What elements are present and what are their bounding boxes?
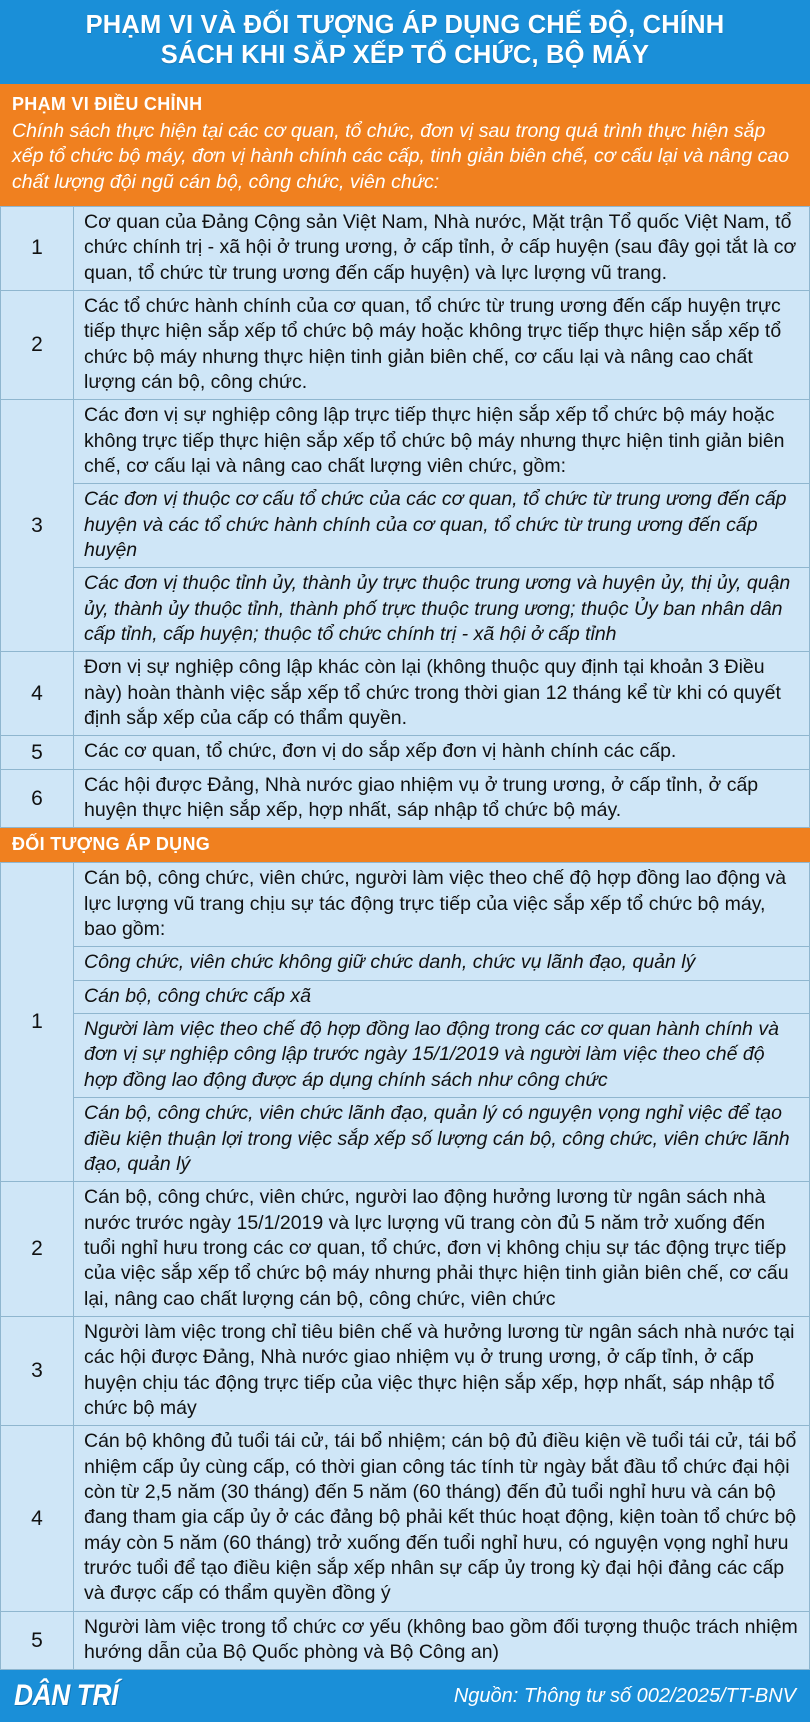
block-text: Cán bộ, công chức, viên chức lãnh đạo, quản lý có nguyện vọng nghỉ việc để tạo điều kiện thuận lợi trong việc sắp xếp số lượng cán bộ, công chức, viên chức lãnh đạo, quản lý xyxy=(84,1102,790,1175)
table-row xyxy=(1,736,810,769)
row-block-list xyxy=(74,400,809,651)
row-block xyxy=(74,736,809,768)
row-number: 2 xyxy=(1,1182,74,1317)
row-content xyxy=(74,652,810,736)
block-text: Các tổ chức hành chính của cơ quan, tổ chức từ trung ương đến cấp huyện trực tiếp thực hiện sắp xếp tổ chức bộ máy hoặc không trực tiếp thực hiện sắp xếp tổ chức bộ máy nhưng thực hiện tinh giản biên chế, cơ cấu lại và nâng cao chất lượng cán bộ, công chức. xyxy=(84,294,782,393)
page-footer xyxy=(0,1670,810,1722)
row-block-text xyxy=(74,1612,809,1670)
row-number: 2 xyxy=(1,290,74,399)
section-2-header xyxy=(0,828,810,862)
row-block xyxy=(74,1612,809,1670)
block-text: Các đơn vị sự nghiệp công lập trực tiếp thực hiện sắp xếp tổ chức bộ máy hoặc không trực tiếp thực hiện sắp xếp tổ chức bộ máy nhưng thực hiện tinh giản biên chế, cơ cấu lại và nâng cao chất lượng viên chức, gồm: xyxy=(84,404,785,477)
row-content xyxy=(74,1182,810,1317)
table-row xyxy=(1,400,810,652)
section-1-header xyxy=(0,84,810,206)
row-number: 4 xyxy=(1,1426,74,1611)
section-2-table-body xyxy=(1,863,810,1670)
table-row xyxy=(1,1426,810,1611)
row-number: 3 xyxy=(1,1316,74,1425)
section-2-title: ĐỐI TƯỢNG ÁP DỤNG xyxy=(12,834,211,855)
source-attribution: Nguồn: Thông tư số 002/2025/TT-BNV xyxy=(453,1684,796,1707)
page-title-line-2: SÁCH KHI SẮP XẾP TỔ CHỨC, BỘ MÁY xyxy=(160,41,650,70)
row-block xyxy=(74,484,809,568)
row-block xyxy=(74,568,809,652)
block-text: Cán bộ không đủ tuổi tái cử, tái bổ nhiệm; cán bộ đủ điều kiện về tuổi tái cử, tái bổ nhiệm cấp ủy cùng cấp, có thời gian công tác tính từ ngày bắt đầu tổ chức đại hội còn từ 2,5 năm (30 tháng) đến 5 năm (60 tháng) đến đủ tuổi nghỉ hưu và cán bộ đang tham gia cấp ủy ở các đảng bộ phải kết thúc hoạt động, kiện toàn tổ chức bộ máy còn 5 năm (60 tháng) trở xuống đến tuổi nghỉ hưu, có nguyện vọng nghỉ hưu trước tuổi để tạo điều kiện sắp xếp nhân sự cấp ủy trong kỳ đại hội đảng các cấp và được cấp có thẩm quyền đồng ý xyxy=(84,1430,797,1605)
row-block xyxy=(74,1014,809,1098)
block-text: Các hội được Đảng, Nhà nước giao nhiệm vụ ở trung ương, ở cấp tỉnh, ở cấp huyện thực hiện sắp xếp, hợp nhất, sáp nhập tổ chức bộ máy. xyxy=(84,773,759,822)
row-content xyxy=(74,769,810,828)
row-block-text-italic xyxy=(74,947,809,980)
table-row xyxy=(1,1316,810,1425)
row-content xyxy=(74,400,810,652)
section-1-title: PHẠM VI ĐIỀU CHỈNH xyxy=(12,94,203,115)
row-number: 1 xyxy=(1,206,74,290)
row-block-list xyxy=(74,1317,809,1425)
row-content xyxy=(74,1426,810,1611)
row-block xyxy=(74,652,809,735)
section-2-table xyxy=(0,862,810,1670)
section-1-table-body xyxy=(1,206,810,828)
row-block-text xyxy=(74,207,809,290)
row-number: 1 xyxy=(1,863,74,1182)
row-block xyxy=(74,291,809,399)
row-number: 5 xyxy=(1,1611,74,1670)
row-block-text-italic xyxy=(74,1014,809,1098)
row-block-text-italic xyxy=(74,980,809,1013)
row-content xyxy=(74,736,810,769)
row-block-list xyxy=(74,1182,809,1316)
table-row xyxy=(1,652,810,736)
row-block-text-italic xyxy=(74,568,809,652)
block-text: Cơ quan của Đảng Cộng sản Việt Nam, Nhà nước, Mặt trận Tổ quốc Việt Nam, tổ chức chính trị - xã hội ở trung ương, ở cấp tỉnh, ở cấp huyện (sau đây gọi tắt là cơ quan, tổ chức từ trung ương đến cấp huyện) và lực lượng vũ trang. xyxy=(84,210,797,284)
row-content xyxy=(74,290,810,399)
row-block xyxy=(74,1182,809,1316)
row-block-text xyxy=(74,400,809,484)
row-block-text xyxy=(74,1182,809,1316)
row-block-list xyxy=(74,1612,809,1670)
block-text: Các đơn vị thuộc cơ cấu tổ chức của các cơ quan, tổ chức từ trung ương đến cấp huyện và các tổ chức hành chính của cơ quan, tổ chức từ trung ương đến cấp huyện xyxy=(84,488,787,561)
row-block xyxy=(74,1098,809,1182)
block-text: Người làm việc trong tổ chức cơ yếu (không bao gồm đối tượng thuộc trách nhiệm hướng dẫn của Bộ Quốc phòng và Bộ Công an) xyxy=(84,1615,798,1664)
row-block xyxy=(74,207,809,290)
row-block-list xyxy=(74,736,809,768)
row-block-list xyxy=(74,207,809,290)
row-number: 6 xyxy=(1,769,74,828)
table-row xyxy=(1,290,810,399)
row-content xyxy=(74,1316,810,1425)
block-text: Người làm việc theo chế độ hợp đồng lao động trong các cơ quan hành chính và đơn vị sự nghiệp công lập trước ngày 15/1/2019 và người làm việc theo chế độ hợp đồng lao động được áp dụng chính sách như công chức xyxy=(84,1018,779,1091)
row-block xyxy=(74,980,809,1013)
row-block-text-italic xyxy=(74,484,809,568)
row-content xyxy=(74,863,810,1182)
row-block xyxy=(74,400,809,484)
row-block xyxy=(74,770,809,828)
row-block-text xyxy=(74,770,809,828)
dantri-logo: DÂN TRÍ xyxy=(14,1679,118,1713)
row-block-text xyxy=(74,291,809,399)
row-block-list xyxy=(74,652,809,735)
row-content xyxy=(74,1611,810,1670)
row-block-text-italic xyxy=(74,1098,809,1182)
table-row xyxy=(1,1182,810,1317)
row-block xyxy=(74,1426,809,1610)
page-title-line-1: PHẠM VI VÀ ĐỐI TƯỢNG ÁP DỤNG CHẾ ĐỘ, CHÍNH xyxy=(85,11,725,39)
block-text: Công chức, viên chức không giữ chức danh, chức vụ lãnh đạo, quản lý xyxy=(84,951,696,974)
page-title-bar xyxy=(0,0,810,84)
row-number: 3 xyxy=(1,400,74,652)
table-row xyxy=(1,206,810,290)
block-text: Đơn vị sự nghiệp công lập khác còn lại (không thuộc quy định tại khoản 3 Điều này) hoàn thành việc sắp xếp tổ chức trong thời gian 12 tháng kể từ khi có quyết định sắp xếp của cấp có thẩm quyền. xyxy=(84,656,781,730)
table-row xyxy=(1,863,810,1182)
row-block-list xyxy=(74,291,809,399)
row-block-text xyxy=(74,736,809,768)
row-block-list xyxy=(74,1426,809,1610)
table-row xyxy=(1,769,810,828)
block-text: Cán bộ, công chức, viên chức, người lao động hưởng lương từ ngân sách nhà nước trước ngày 15/1/2019 và lực lượng vũ trang còn đủ 5 năm trở xuống đến tuổi nghỉ hưu trong các cơ quan, tổ chức, đơn vị không chịu sự tác động trực tiếp của việc sắp xếp tổ chức bộ máy nhưng phải thực hiện tinh giản biên chế, cơ cấu lại, nâng cao chất lượng cán bộ, công chức, viên chức xyxy=(84,1186,789,1310)
row-block-text xyxy=(74,863,809,947)
row-content xyxy=(74,206,810,290)
row-block-text xyxy=(74,652,809,735)
row-block xyxy=(74,947,809,980)
block-text: Các đơn vị thuộc tỉnh ủy, thành ủy trực thuộc trung ương và huyện ủy, thị ủy, quận ủy, thành ủy thuộc tỉnh, thành phố trực thuộc trung ương; thuộc Ủy ban nhân dân cấp tỉnh, cấp huyện; thuộc tổ chức chính trị - xã hội ở cấp tỉnh xyxy=(84,572,791,646)
row-block-list xyxy=(74,770,809,828)
table-row xyxy=(1,1611,810,1670)
block-text: Cán bộ, công chức cấp xã xyxy=(84,984,311,1007)
row-block-text xyxy=(74,1426,809,1610)
row-block xyxy=(74,1317,809,1425)
block-text: Cán bộ, công chức, viên chức, người làm việc theo chế độ hợp đồng lao động và lực lượng vũ trang chịu sự tác động trực tiếp của việc sắp xếp tổ chức bộ máy, bao gồm: xyxy=(84,867,787,941)
row-number: 4 xyxy=(1,652,74,736)
block-text: Các cơ quan, tổ chức, đơn vị do sắp xếp đơn vị hành chính các cấp. xyxy=(84,740,677,763)
section-1-table xyxy=(0,206,810,829)
row-block xyxy=(74,863,809,947)
row-block-list xyxy=(74,863,809,1181)
row-block-text xyxy=(74,1317,809,1425)
row-number: 5 xyxy=(1,736,74,769)
section-1-subtitle: Chính sách thực hiện tại các cơ quan, tổ chức, đơn vị sau trong quá trình thực hiện sắp xếp tổ chức bộ máy, đơn vị hành chính các cấp, tinh giản biên chế, cơ cấu lại và nâng cao chất lượng đội ngũ cán bộ, công chức, viên chức: xyxy=(12,119,790,194)
block-text: Người làm việc trong chỉ tiêu biên chế và hưởng lương từ ngân sách nhà nước tại các hội được Đảng, Nhà nước giao nhiệm vụ ở trung ương, ở cấp tỉnh, ở cấp huyện chịu tác động trực tiếp của việc thực hiện sắp xếp, hợp nhất, sáp nhập tổ chức bộ máy xyxy=(84,1320,795,1419)
